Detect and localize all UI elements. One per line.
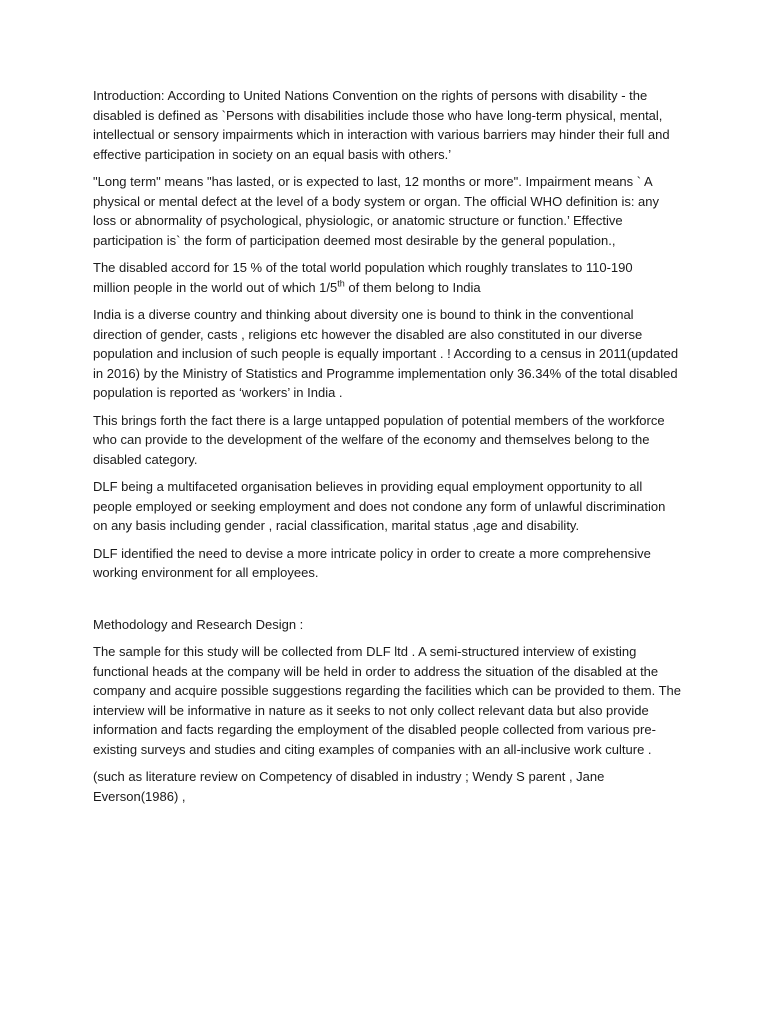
- document-page: [93, 86, 683, 814]
- population-superscript: th: [337, 278, 345, 289]
- literature-paragraph: (such as literature review on Competency of disabled in industry ; Wendy S parent , Jane Everson(1986) ,: [93, 769, 605, 804]
- sample-paragraph: The sample for this study will be collected from DLF ltd . A semi-structured interview of existing functional heads at the company will be held in order to address the situation of the disabled at the company and acquire possible suggestions regarding the facilities which can be provided to them. The interview will be informative in nature as it seeks to not only collect relevant data but also provide information and facts regarding the employment of the disabled people collected from various pre-existing surveys and studies and citing examples of companies with an all-inclusive work culture .: [93, 644, 681, 757]
- population-text-end: of them belong to India: [344, 279, 481, 295]
- long-term-paragraph: "Long term" means "has lasted, or is expected to last, 12 months or more". Impairment means ` A physical or mental defect at the level of a body system or organ. The official WHO definition is: any loss or abnormality of psychological, physiologic, or anatomic structure or function.’ Effective participation is` the form of participation deemed most desirable by the general population.,: [93, 174, 660, 248]
- methodology-heading: Methodology and Research Design :: [93, 616, 304, 632]
- population-text: The disabled accord for 15 % of the total world population which roughly translates to 110-190 million people in the world out of which 1/5: [93, 260, 633, 295]
- dlf-policy-paragraph: DLF identified the need to devise a more intricate policy in order to create a more comprehensive working environment for all employees.: [93, 545, 651, 580]
- population-paragraph: [93, 258, 673, 297]
- section-gap: [93, 591, 683, 615]
- workforce-paragraph: This brings forth the fact there is a large untapped population of potential members of the workforce who can provide to the development of the welfare of the economy and themselves belong to the disabled category.: [93, 412, 665, 467]
- intro-paragraph: Introduction: According to United Nations Convention on the rights of persons with disability - the disabled is defined as `Persons with disabilities include those who have long-term physical, mental, intellectual or sensory impairments which in interaction with various barriers may hinder their full and effective participation in society on an equal basis with others.’: [93, 88, 670, 162]
- dlf-equal-opportunity-paragraph: DLF being a multifaceted organisation believes in providing equal employment opportunity to all people employed or seeking employment and does not condone any form of unlawful discrimination on any basis including gender , racial classification, marital status ,age and disability.: [93, 479, 666, 533]
- diversity-paragraph: India is a diverse country and thinking about diversity one is bound to think in the conventional direction of gender, casts , religions etc however the disabled are also constituted in our diverse population and inclusion of such people is equally important . ! According to a census in 2011(updated in 2016) by the Ministry of Statistics and Programme implementation only 36.34% of the total disabled population is reported as ‘workers’ in India .: [93, 307, 679, 400]
